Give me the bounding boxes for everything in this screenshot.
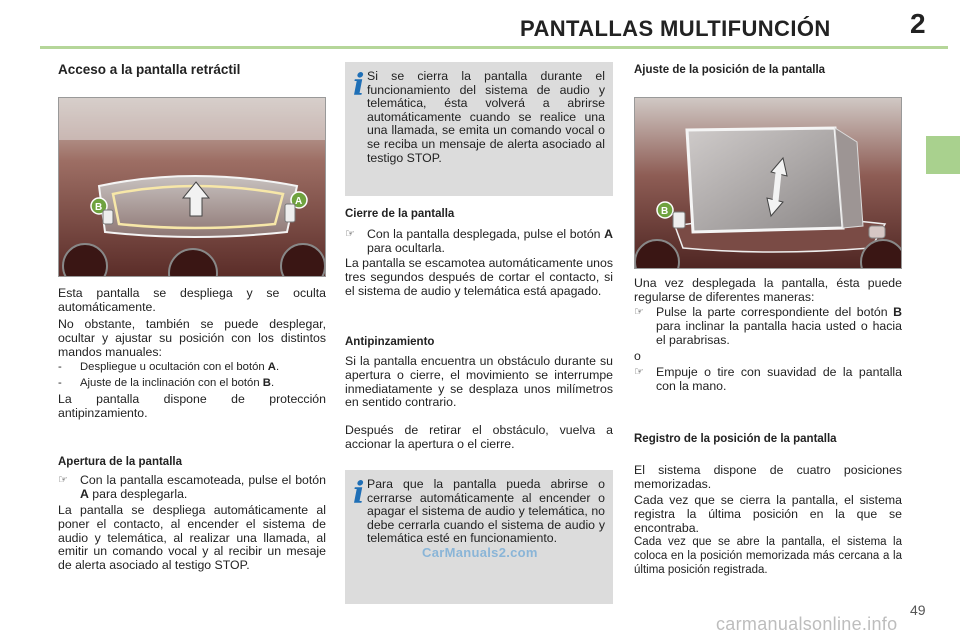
page-number: 49 bbox=[910, 602, 926, 618]
manual-controls-text: No obstante, también se puede desplegar, ocultar y ajustar su posición con los distintos mandos manuales: bbox=[58, 317, 326, 359]
registro-text-1: El sistema dispone de cuatro posiciones memorizadas. bbox=[634, 463, 902, 491]
dashboard-photo-right bbox=[634, 97, 902, 269]
screen-adjust-illustration bbox=[635, 98, 902, 269]
heading-registro: Registro de la posición de la pantalla bbox=[634, 433, 837, 445]
dash-item-a: - Despliegue u ocultación con el botón A. bbox=[58, 361, 280, 373]
info-text-auto: Para que la pantalla pueda abrirse o cerrarse automáticamente al encender o apagar el sistema de audio y telemática, no debe cerrarla cuando el sistema de audio y telemática esté en funcionamiento. bbox=[367, 477, 605, 546]
apertura-text: La pantalla se despliega automáticamente al poner el contacto, al encender el sistema de audio y telemática, al realizar una llamada, al emitir un comando vocal y al recibir un mesaje de alerta asociado al testigo STOP. bbox=[58, 503, 326, 573]
bullet-adjust-hand: ☞ Empuje o tire con suavidad de la pantalla con la mano. bbox=[634, 365, 902, 393]
heading-antipinzamiento: Antipinzamiento bbox=[345, 336, 435, 348]
heading-ajuste: Ajuste de la posición de la pantalla bbox=[634, 64, 826, 76]
heading-cierre: Cierre de la pantalla bbox=[345, 208, 455, 220]
header-divider bbox=[40, 46, 948, 49]
antipinch-text-2: Después de retirar el obstáculo, vuelva a accionar la apertura o el cierre. bbox=[345, 423, 613, 451]
bullet-adjust-button: ☞ Pulse la parte correspondiente del botón B para inclinar la pantalla hacia usted o hacia el parabrisas. bbox=[634, 305, 902, 347]
chapter-tab bbox=[926, 136, 960, 174]
info-box-reopen bbox=[345, 62, 613, 196]
info-icon: i bbox=[353, 476, 365, 511]
registro-text-3: Cada vez que se abre la pantalla, el sistema la coloca en la posición memorizada más cercana a la última posición registrada. bbox=[634, 536, 902, 576]
info-icon: i bbox=[353, 68, 365, 103]
anti-pinch-note: La pantalla dispone de protección antipinzamiento. bbox=[58, 392, 326, 420]
registro-text-2: Cada vez que se cierra la pantalla, el sistema registra la última posición en la que se encontraba. bbox=[634, 493, 902, 535]
or-text: o bbox=[634, 349, 641, 363]
watermark-carmanuals2: CarManuals2.com bbox=[422, 545, 538, 560]
antipinch-text-1: Si la pantalla encuentra un obstáculo durante su apertura o cierre, el movimiento se interrumpe inmediatamente y se desplaza unos milímetros en sentido contrario. bbox=[345, 354, 613, 410]
bullet-cierre: ☞ Con la pantalla desplegada, pulse el botón A para ocultarla. bbox=[345, 227, 613, 255]
section-title-acceso: Acceso a la pantalla retráctil bbox=[58, 62, 241, 77]
dash-item-b: - Ajuste de la inclinación con el botón B. bbox=[58, 377, 275, 389]
watermark-carmanualsonline: carmanualsonline.info bbox=[716, 614, 898, 634]
info-text-reopen: Si se cierra la pantalla durante el funcionamiento del sistema de audio y telemática, ésta volverá a abrirse automáticamente cuando se realice una una llamada, se emita un comando vocal o se reciba un mensaje de alerta asociado al testigo STOP. bbox=[367, 69, 605, 165]
heading-apertura: Apertura de la pantalla bbox=[58, 456, 182, 468]
intro-text: Esta pantalla se despliega y se oculta automáticamente. bbox=[58, 286, 326, 314]
chapter-number: 2 bbox=[910, 8, 926, 39]
photo-label-a: A bbox=[295, 196, 303, 207]
photo-label-b: B bbox=[95, 202, 103, 213]
dashboard-photo-left bbox=[58, 97, 326, 277]
bullet-apertura: ☞ Con la pantalla escamoteada, pulse el botón A para desplegarla. bbox=[58, 473, 326, 501]
info-box-auto bbox=[345, 470, 613, 604]
page-title: PANTALLAS MULTIFUNCIÓN bbox=[520, 16, 831, 41]
photo-label-b: B bbox=[661, 206, 669, 217]
adjust-intro-text: Una vez desplegada la pantalla, ésta puede regularse de diferentes maneras: bbox=[634, 276, 902, 304]
cierre-text: La pantalla se escamotea automáticamente unos tres segundos después de cortar el contacto, si el sistema de audio y telemática está apagado. bbox=[345, 256, 613, 298]
dashboard-illustration bbox=[59, 98, 326, 277]
